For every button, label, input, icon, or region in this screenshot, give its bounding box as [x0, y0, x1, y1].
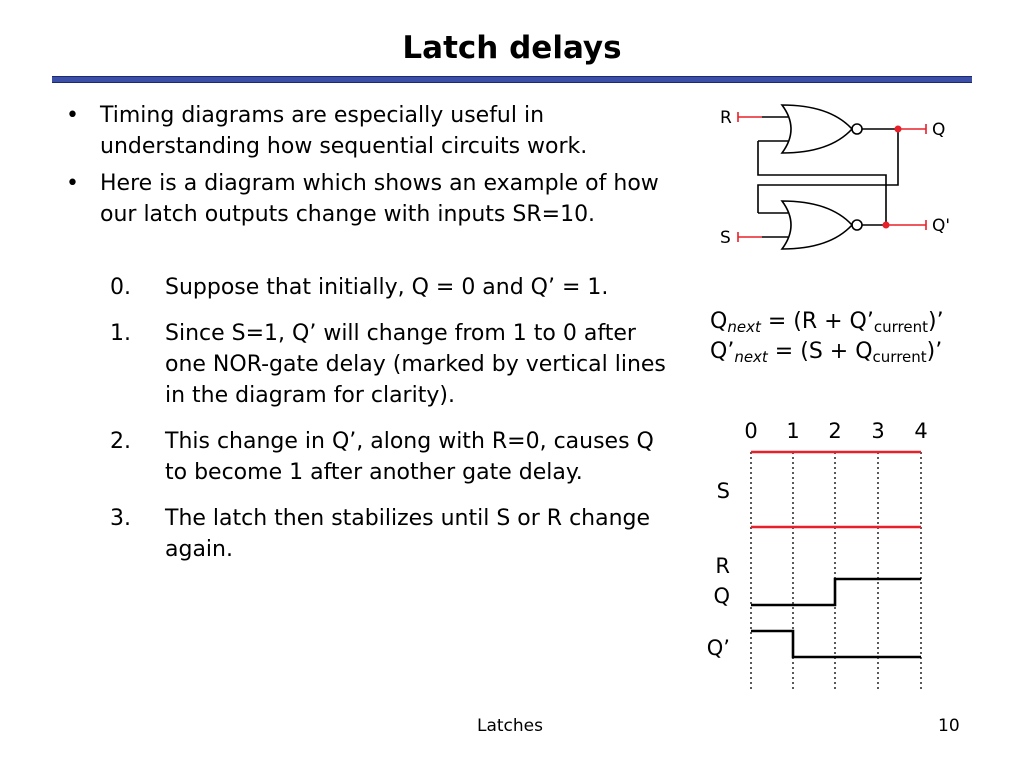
step-text: Since S=1, Q’ will change from 1 to 0 after one NOR-gate delay (marked by vertical lines in the diagram for clarity).	[165, 321, 666, 408]
input-label-r: R	[720, 108, 732, 128]
sr-latch-schematic	[700, 95, 970, 255]
bullet-list	[60, 100, 690, 236]
bullet-item	[60, 100, 690, 162]
bullet-item	[60, 168, 690, 230]
output-label-q: Q	[932, 120, 946, 140]
io-s	[738, 232, 762, 242]
step-text: Suppose that initially, Q = 0 and Q’ = 1.	[165, 275, 609, 300]
equation-qp-next	[710, 338, 942, 371]
nor-gate-top	[782, 105, 852, 153]
step-number: 1.	[110, 321, 131, 346]
title-divider	[52, 76, 972, 83]
input-label-s: S	[720, 228, 731, 248]
step-item	[110, 426, 670, 488]
nor-bubble-bottom	[852, 220, 862, 230]
step-number: 2.	[110, 429, 131, 454]
eq-term: = (R + Q’	[760, 309, 874, 334]
time-label-2: 2	[828, 419, 842, 443]
equation-q-next	[710, 308, 944, 341]
time-label-1: 1	[786, 419, 800, 443]
waveform-qp	[751, 631, 921, 657]
numbered-steps	[110, 272, 670, 580]
bullet-mark: •	[66, 171, 79, 196]
slide-title: Latch delays	[402, 30, 622, 66]
eq-term: Q	[710, 309, 728, 334]
signal-label-qp: Q’	[706, 636, 730, 660]
eq-sub: next	[727, 318, 761, 336]
signal-label-r: R	[715, 554, 730, 578]
signal-label-q: Q	[713, 584, 730, 608]
bullet-text: Here is a diagram which shows an example of how our latch outputs change with inputs SR=10.	[100, 171, 659, 227]
eq-sub: current	[872, 348, 927, 366]
eq-term: )’	[926, 339, 943, 364]
junction-qp	[883, 222, 890, 229]
io-qp	[886, 220, 926, 230]
timing-diagram	[700, 410, 970, 695]
eq-sub: current	[873, 318, 928, 336]
bullet-mark: •	[66, 103, 79, 128]
step-item	[110, 318, 670, 411]
eq-term: Q’	[710, 339, 735, 364]
nor-gate-bottom	[782, 201, 852, 249]
io-r	[738, 112, 762, 122]
waveform-q	[751, 579, 921, 605]
step-number: 3.	[110, 506, 131, 531]
step-item	[110, 272, 670, 303]
step-item	[110, 503, 670, 565]
eq-term: )’	[927, 309, 944, 334]
eq-sub: next	[734, 348, 768, 366]
eq-term: = (S + Q	[767, 339, 873, 364]
time-label-4: 4	[914, 419, 928, 443]
nor-bubble-top	[852, 124, 862, 134]
io-q	[898, 124, 926, 134]
footer-title: Latches	[477, 716, 543, 736]
bullet-text: Timing diagrams are especially useful in understanding how sequential circuits work.	[100, 103, 588, 159]
signal-label-s: S	[716, 479, 730, 503]
step-text: The latch then stabilizes until S or R change again.	[165, 506, 651, 562]
time-label-3: 3	[871, 419, 885, 443]
step-text: This change in Q’, along with R=0, causes Q to become 1 after another gate delay.	[165, 429, 654, 485]
junction-q	[895, 126, 902, 133]
time-label-0: 0	[744, 419, 758, 443]
output-label-qp: Q'	[932, 216, 951, 236]
page-number: 10	[938, 716, 960, 736]
step-number: 0.	[110, 275, 131, 300]
